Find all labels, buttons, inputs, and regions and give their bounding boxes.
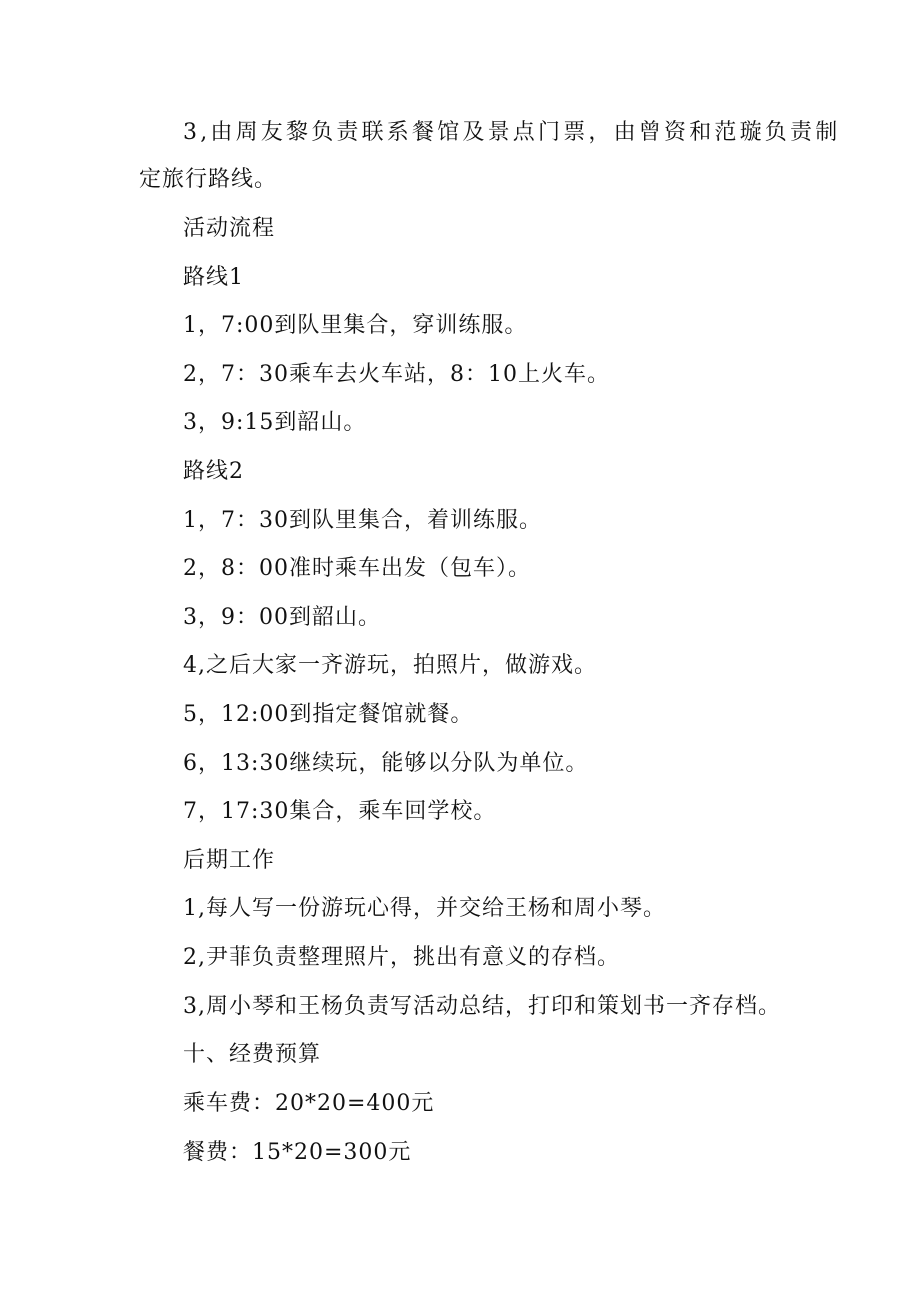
route-heading: 路线1 [183,265,244,290]
list-item: 1，7:00到队里集合，穿训练服。 [183,313,528,338]
budget-item: 餐费：15*20=300元 [183,1140,412,1165]
list-item: 2，7：30乘车去火车站，8：10上火车。 [183,362,610,387]
section-heading: 十、经费预算 [183,1042,322,1067]
list-item: 3,周小琴和王杨负责写活动总结，打印和策划书一齐存档。 [183,994,781,1019]
list-item: 6，13:30继续玩，能够以分队为单位。 [183,751,589,776]
paragraph-line: 定旅行路线。 [139,167,278,192]
section-heading: 后期工作 [183,848,276,873]
list-item: 4,之后大家一齐游玩，拍照片，做游戏。 [183,653,597,678]
list-item: 7，17:30集合，乘车回学校。 [183,799,497,824]
list-item: 1,每人写一份游玩心得，并交给王杨和周小琴。 [183,896,666,921]
list-item: 3，9:15到韶山。 [183,410,367,435]
list-item: 1，7：30到队里集合，着训练服。 [183,508,542,533]
section-heading: 活动流程 [183,216,276,241]
list-item: 2，8：00准时乘车出发（包车）。 [183,556,531,581]
list-item: 2,尹菲负责整理照片，挑出有意义的存档。 [183,945,620,970]
list-item: 3，9：00到韶山。 [183,605,381,630]
route-heading: 路线2 [183,459,244,484]
list-item: 5，12:00到指定餐馆就餐。 [183,702,474,727]
budget-item: 乘车费：20*20=400元 [183,1091,435,1116]
paragraph-line: 3,由周友黎负责联系餐馆及景点门票，由曾资和范璇负责制 [183,120,841,145]
